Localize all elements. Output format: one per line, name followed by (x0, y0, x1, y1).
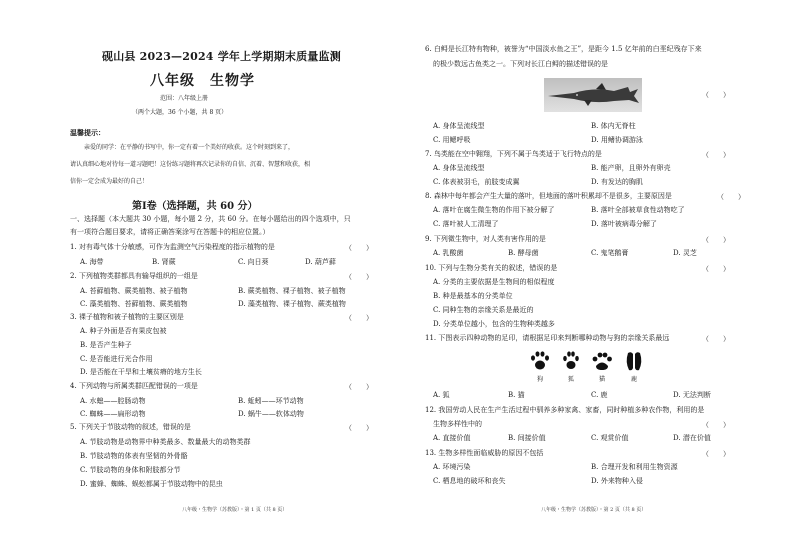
footer-right: 八年级・生物学（苏教版）・第 2 页（共 8 页） (541, 507, 647, 513)
q4-option-d[interactable]: D. 蜗牛——软体动物 (238, 410, 304, 418)
q3-option-b[interactable]: B. 是否产生种子 (80, 341, 132, 349)
grade-subject: 八年级 生物学 (150, 73, 255, 89)
q10-answer-blank[interactable]: （ ） (702, 265, 730, 273)
q10-option-c[interactable]: C. 同种生物的亲缘关系是最近的 (433, 306, 534, 314)
q8-stem: 8. 森林中每年都会产生大量的落叶，但地面的落叶积累却不是很多，主要原因是 (425, 192, 672, 200)
tips-label: 温馨提示： (70, 128, 105, 137)
instruction-line-2: 有一项符合题目要求，请将正确答案涂写在答题卡的相应位置。） (70, 228, 270, 236)
q6-option-b[interactable]: B. 体内无脊柱 (591, 122, 636, 130)
q2-option-c[interactable]: C. 藻类植物、苔藓植物、蕨类植物 (80, 300, 188, 308)
q5-answer-blank[interactable]: （ ） (345, 424, 373, 432)
q10-stem: 10. 下列与生物分类有关的叙述，错误的是 (425, 264, 558, 272)
q9-option-d[interactable]: D. 灵芝 (673, 249, 697, 257)
right-page (397, 0, 794, 544)
footprint-label-deer: 鹿 (631, 376, 638, 383)
q12-answer-blank[interactable]: （ ） (702, 421, 730, 429)
q4-option-b[interactable]: B. 蚯蚓——环节动物 (238, 397, 304, 405)
exam-info: （两个大题，36 个小题，共 8 页） (132, 109, 228, 116)
q2-option-a[interactable]: A. 苔藓植物、蕨类植物、被子植物 (80, 287, 188, 295)
q1-option-c[interactable]: C. 向日葵 (238, 258, 269, 266)
q8-answer-blank[interactable]: （ ） (717, 193, 745, 201)
dog-footprint-icon (529, 350, 551, 372)
part1-heading: 第Ⅰ卷（选择题，共 60 分） (132, 201, 258, 212)
tips-line-3: 信你一定会成为最好的自己！ (70, 178, 149, 185)
q1-option-d[interactable]: D. 葫芦藓 (305, 258, 336, 266)
q12-option-d[interactable]: D. 潜在价值 (673, 434, 711, 442)
cat-footprint-icon (591, 350, 613, 372)
q10-option-a[interactable]: A. 分类的主要依据是生物间的相似程度 (433, 278, 555, 286)
deer-footprint-icon (623, 350, 645, 372)
q2-stem: 2. 下列植物类群都具有输导组织的一组是 (70, 272, 198, 280)
footprint-label-cat: 猫 (599, 376, 606, 383)
q8-option-a[interactable]: A. 落叶在腐生微生物的作用下被分解了 (433, 206, 555, 214)
q13-option-c[interactable]: C. 栖息地的破坏和丧失 (433, 477, 506, 485)
q7-option-c[interactable]: C. 体表被羽毛，前肢变成翼 (433, 178, 520, 186)
q13-option-b[interactable]: B. 合理开发和利用生物资源 (591, 463, 678, 471)
q6-option-c[interactable]: C. 用鳃呼吸 (433, 136, 471, 144)
q5-option-b[interactable]: B. 节肢动物的体表有坚韧的外骨骼 (80, 452, 188, 460)
q7-answer-blank[interactable]: （ ） (702, 151, 730, 159)
q12-option-c[interactable]: C. 观赏价值 (591, 434, 629, 442)
footprint-label-dog: 狗 (537, 376, 544, 383)
q1-option-a[interactable]: A. 海带 (80, 258, 104, 266)
q9-option-c[interactable]: C. 鬼笔鹅膏 (591, 249, 629, 257)
q4-stem: 4. 下列动物与所属类群匹配错误的一项是 (70, 382, 198, 390)
q6-stem-line-2: 的极少数远古鱼类之一。下列对长江白鲟的描述错误的是 (433, 60, 608, 68)
q3-option-d[interactable]: D. 是否能在干旱和土壤贫瘠的地方生长 (80, 368, 202, 376)
q13-answer-blank[interactable]: （ ） (702, 450, 730, 458)
q4-option-a[interactable]: A. 水螅——腔肠动物 (80, 397, 146, 405)
q7-option-a[interactable]: A. 身体呈流线型 (433, 164, 485, 172)
q3-option-a[interactable]: A. 种子外面是否有果皮包被 (80, 327, 167, 335)
q3-stem: 3. 裸子植物和被子植物的主要区别是 (70, 313, 184, 321)
q4-answer-blank[interactable]: （ ） (345, 383, 373, 391)
q6-option-d[interactable]: D. 用鳍协调游泳 (591, 136, 643, 144)
q6-answer-blank[interactable]: （ ） (702, 91, 730, 99)
q8-option-b[interactable]: B. 落叶全部被草食性动物吃了 (591, 206, 685, 214)
q10-option-b[interactable]: B. 种是最基本的分类单位 (433, 292, 513, 300)
q5-option-d[interactable]: D. 蜜蜂、蜘蛛、蜈蚣都属于节肢动物中的昆虫 (80, 480, 223, 488)
q11-answer-blank[interactable]: （ ） (702, 335, 730, 343)
q10-option-d[interactable]: D. 分类单位越小，包含的生物种类越多 (433, 320, 555, 328)
q8-option-d[interactable]: D. 落叶被病毒分解了 (591, 220, 657, 228)
exam-scope: 范围：八年级上册 (160, 95, 209, 102)
q6-stem-line-1: 6. 白鲟是长江特有物种，被誉为“中国淡水鱼之王”，是距今 1.5 亿年前的白垩纪残存下来 (425, 45, 702, 53)
q1-stem: 1. 对有毒气体十分敏感，可作为监测空气污染程度的指示植物的是 (70, 243, 275, 251)
q11-option-b[interactable]: B. 猫 (508, 391, 525, 399)
q7-option-d[interactable]: D. 有发达的胸肌 (591, 178, 643, 186)
instruction-line-1: 一、选择题（本大题共 30 小题，每小题 2 分，共 60 分。在每小题给出的四个选项中，只 (70, 215, 351, 223)
q2-answer-blank[interactable]: （ ） (345, 273, 373, 281)
exam-title: 砚山县 2023—2024 学年上学期期末质量监测 (102, 50, 341, 63)
q9-stem: 9. 下列微生物中，对人类有害作用的是 (425, 235, 546, 243)
q9-option-a[interactable]: A. 乳酸菌 (433, 249, 464, 257)
q3-option-c[interactable]: C. 是否能进行光合作用 (80, 355, 153, 363)
q11-option-d[interactable]: D. 无法判断 (673, 391, 711, 399)
q11-option-a[interactable]: A. 狐 (433, 391, 450, 399)
q5-option-a[interactable]: A. 节肢动物是动物界中种类最多、数量最大的动物类群 (80, 438, 251, 446)
q11-stem: 11. 下图表示四种动物的足印，请根据足印来判断哪种动物与狗的亲缘关系最远 (425, 334, 670, 342)
q13-option-d[interactable]: D. 外来物种入侵 (591, 477, 643, 485)
q5-option-c[interactable]: C. 节肢动物的身体和附肢都分节 (80, 466, 181, 474)
q12-option-a[interactable]: A. 直接价值 (433, 434, 471, 442)
q4-option-c[interactable]: C. 蜘蛛——扁形动物 (80, 410, 146, 418)
q5-stem: 5. 下列关于节肢动物的叙述，错误的是 (70, 423, 191, 431)
q13-option-a[interactable]: A. 环境污染 (433, 463, 471, 471)
q13-stem: 13. 生物多样性面临威胁的原因不包括 (425, 449, 544, 457)
q11-option-c[interactable]: C. 鹿 (591, 391, 608, 399)
q6-option-a[interactable]: A. 身体呈流线型 (433, 122, 485, 130)
q2-option-b[interactable]: B. 蕨类植物、裸子植物、被子植物 (238, 287, 346, 295)
q12-stem-line-2: 生物多样性中的 (433, 420, 482, 428)
footprint-label-fox: 狐 (568, 376, 575, 383)
q9-option-b[interactable]: B. 酵母菌 (508, 249, 539, 257)
q2-option-d[interactable]: D. 藻类植物、裸子植物、蕨类植物 (238, 300, 346, 308)
q12-stem-line-1: 12. 我国劳动人民在生产生活过程中驯养多种家禽、家畜，同时种植多种农作物，利用的是 (425, 406, 705, 414)
q1-answer-blank[interactable]: （ ） (345, 244, 373, 252)
q1-option-b[interactable]: B. 肾蕨 (152, 258, 176, 266)
q7-stem: 7. 鸟类能在空中翱翔，下列不属于鸟类适于飞行特点的是 (425, 150, 602, 158)
fox-footprint-icon (560, 350, 582, 372)
q12-option-b[interactable]: B. 间接价值 (508, 434, 546, 442)
chinese-paddlefish-image (544, 78, 642, 112)
tips-line-1: 亲爱的同学：在平静的书写中，你一定有着一个美好的收获。这个时刻到来了， (84, 144, 295, 151)
q3-answer-blank[interactable]: （ ） (345, 314, 373, 322)
tips-line-2: 请认真细心地对待每一道习题吧！这份练习题将再次记录你的自信、沉着、智慧和收获，相 (70, 161, 311, 168)
footer-left: 八年级・生物学（苏教版）・第 1 页（共 8 页） (182, 507, 288, 513)
q7-option-b[interactable]: B. 能产卵，且卵外有卵壳 (591, 164, 671, 172)
q9-answer-blank[interactable]: （ ） (702, 236, 730, 244)
q8-option-c[interactable]: C. 落叶被人工清理了 (433, 220, 499, 228)
